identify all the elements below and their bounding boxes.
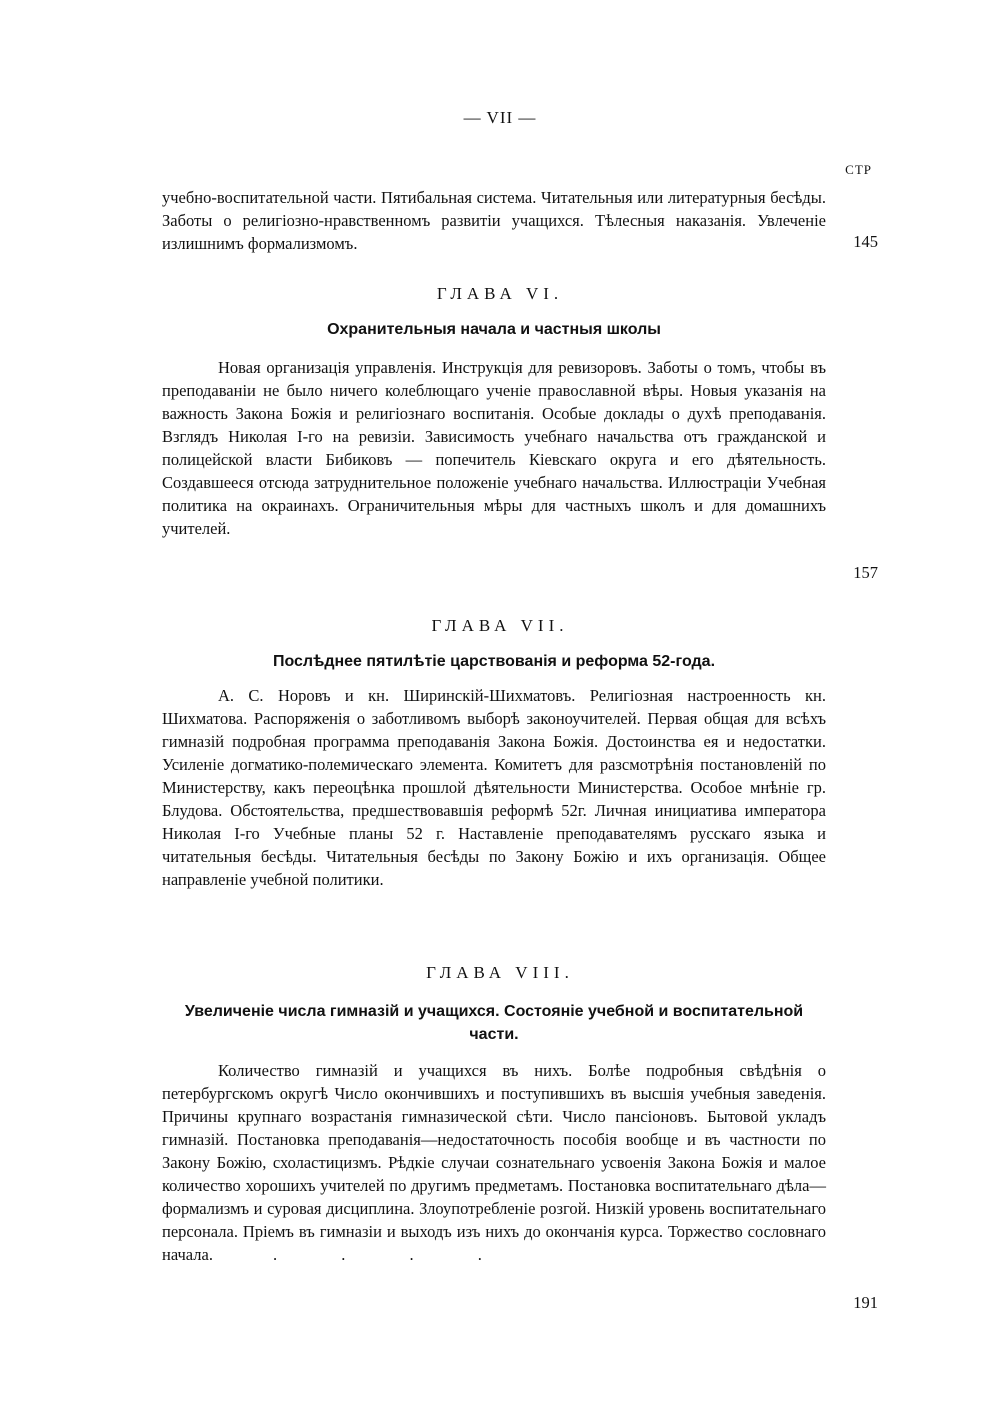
chapter-summary-text: Новая организація управленія. Инструкція для ревизоровъ. Заботы о томъ, чтобы въ преподаваніи не было ничего колеблющаго ученіе православной вѣры. Новыя указанія на важность Закона Божія и религіознаго воспитанія. Особые доклады о духѣ преподаванія. Взглядъ Николая І-го на ревизіи. Зависимость учебнаго начальства отъ гражданской и полицейской власти Бибиковъ — попечитель Кіевскаго округа и его дѣятельность. Создавшееся отсюда затруднительное положеніе учебнаго начальства. Иллюстраціи Учебная политика на окраинахъ. Ограничительныя мѣры для частныхъ школъ и для домашнихъ учителей.	[162, 358, 826, 538]
chapter-title: Послѣднее пятилѣтіе царствованія и реформа 52-года.	[272, 653, 716, 670]
running-title: — VII —	[463, 108, 537, 127]
chapter-summary	[162, 356, 826, 540]
page-column-label: СТР	[845, 162, 872, 177]
toc-entry-continued	[162, 186, 826, 255]
chapter-summary-text	[162, 1059, 826, 1266]
chapter-summary-text: А. С. Норовъ и кн. Ширинскій-Шихматовъ. Религіозная настроенность кн. Шихматова. Распоряженія о заботливомъ выборѣ законоучителей. Первая общая для всѣхъ гимназій подробная программа преподаванія Закона Божія. Достоинства ея и недостатки. Усиленіе догматико-полемическаго элемента. Комитетъ для разсмотрѣнія постановленій по Министерству, какъ переоцѣнка прошлой дѣятельности Министерства. Особое мнѣніе гр. Блудова. Обстоятельства, предшествовавшія реформѣ 52г. Личная инициатива императора Николая І-го Учебные планы 52 г. Наставленіе преподавателямъ русскаго языка и читательныя бесѣды. Читательныя бесѣды по Закону Божію и ихъ организація. Общее направленіе учебной политики.	[162, 686, 826, 889]
toc-entry-text: учебно-воспитательной части. Пятибальная система. Читательныя или литературныя бесѣды. Заботы о религіозно-нравственномъ развитіи учащихся. Тѣлесныя наказанія. Увлеченіе излишнимъ формализмомъ.	[162, 188, 826, 253]
page-number: 191	[853, 1293, 878, 1312]
chapter-title: Охранительныя начала и частныя школы	[327, 321, 661, 338]
chapter-summary-body: Количество гимназій и учащихся въ нихъ. Болѣе подробныя свѣдѣнія о петербургскомъ округѣ Число окончившихъ и поступившихъ въ высшія учебныя заведенія. Причины крупнаго возрастанія гимназической сѣти. Число пансіоновъ. Бытовой укладъ гимназій. Постановка преподаванія—недостаточность пособія вообще и въ частности по Закону Божію, схоластицизмъ. Рѣдкіе случаи сознательнаго усвоенія Закона Божія и малое количество хорошихъ учителей по другимъ предметамъ. Постановка воспитательнаго дѣла—формализмъ и суровая дисциплина. Злоупотребленіе розгой. Низкій уровень воспитательнаго персонала. Пріемъ въ гимназіи и выходъ изъ нихъ до окончанія курса. Торжество сословнаго начала.	[162, 1061, 826, 1264]
chapter-summary	[162, 1059, 826, 1266]
chapter-label: ГЛАВА VI.	[436, 284, 564, 303]
chapter-summary	[162, 684, 826, 891]
chapter-title: Увеличеніе числа гимназій и учащихся. Состояніе учебной и воспитательной части.	[184, 1003, 804, 1043]
chapter-label: ГЛАВА VII.	[431, 616, 569, 635]
leader-dots: . . . .	[272, 1245, 512, 1264]
chapter-label: ГЛАВА VIII.	[426, 963, 574, 982]
page-number: 145	[853, 232, 878, 251]
page-number: 157	[853, 563, 878, 582]
